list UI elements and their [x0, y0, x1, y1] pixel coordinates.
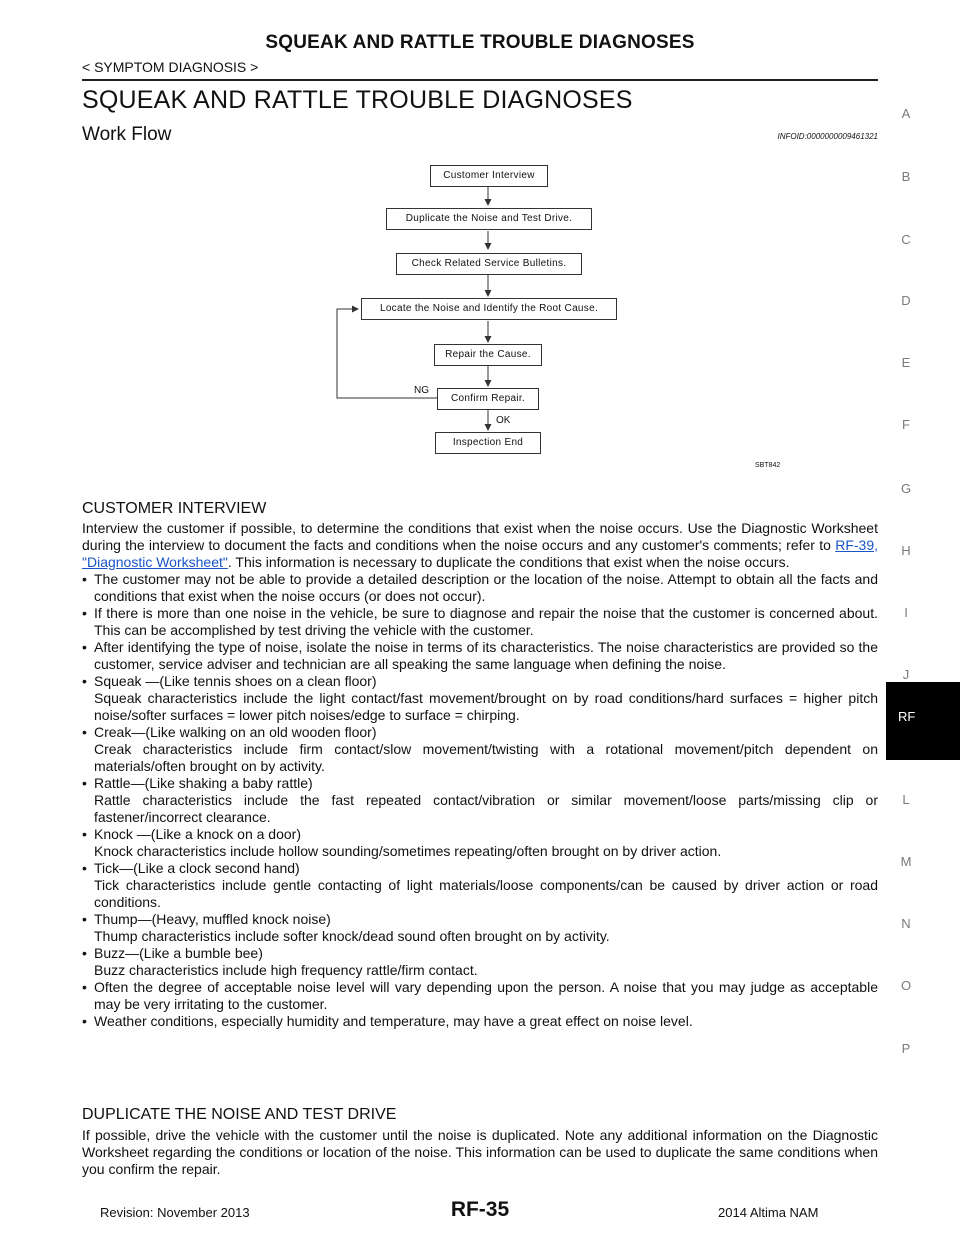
side-index-letter[interactable]: C — [901, 232, 911, 247]
customer-interview-intro — [82, 520, 878, 571]
list-item-text: Often the degree of acceptable noise level will vary depending upon the person. A noise that you may judge as acceptable may be very irritating to the customer. — [94, 979, 878, 1012]
list-item — [82, 945, 878, 979]
side-index-letter[interactable]: B — [901, 169, 911, 184]
side-index-letter[interactable]: J — [902, 667, 910, 682]
flow-step-confirm-repair: Confirm Repair. — [437, 388, 539, 410]
header-divider — [82, 79, 878, 81]
side-index-letter[interactable]: P — [901, 1041, 911, 1056]
figure-id: SBT842 — [755, 462, 781, 469]
flow-step-duplicate-noise: Duplicate the Noise and Test Drive. — [386, 208, 592, 230]
list-item — [82, 860, 878, 911]
work-flow-diagram — [300, 160, 800, 480]
list-item-detail: Buzz characteristics include high frequency rattle/firm contact. — [94, 962, 478, 978]
side-index-letter[interactable]: G — [900, 481, 912, 496]
duplicate-noise-text: If possible, drive the vehicle with the customer until the noise is duplicated. Note any additional information on the Diagnostic Worksheet regarding the conditions or location of the noise. This information can be used to duplicate the same conditions when you confirm the repair. — [82, 1127, 878, 1177]
bullet-icon: • — [82, 639, 87, 655]
list-item-text: The customer may not be able to provide a detailed description or the location of the noise. Attempt to obtain all the facts and conditions that exist when the noise occurs (or does not occur). — [94, 571, 878, 604]
list-item — [82, 571, 878, 605]
flow-step-repair-cause: Repair the Cause. — [434, 344, 542, 366]
bullet-icon: • — [82, 724, 87, 740]
list-item — [82, 826, 878, 860]
intro-text: Interview the customer if possible, to determine the conditions that exist when the noise occurs. Use the Diagnostic Worksheet during the interview to document the facts and conditions when the noise occurs and any customer's comments; refer to — [82, 520, 878, 553]
list-item — [82, 724, 878, 775]
list-item-text: Buzz—(Like a bumble bee) — [94, 945, 263, 961]
list-item — [82, 605, 878, 639]
side-index-letter[interactable]: E — [901, 355, 911, 370]
flow-ok-label: OK — [496, 415, 511, 426]
list-item-detail: Creak characteristics include firm contact/slow movement/twisting with a rotational movement/pitch dependent on materials/often brought on by activity. — [94, 741, 878, 774]
side-index-letter[interactable]: N — [901, 916, 911, 931]
list-item-detail: Thump characteristics include softer knock/dead sound often brought on by activity. — [94, 928, 610, 944]
list-item-detail: Knock characteristics include hollow sounding/sometimes repeating/often brought on by driver action. — [94, 843, 722, 859]
intro-text-end: . This information is necessary to duplicate the conditions that exist when the noise occurs. — [227, 554, 790, 570]
info-id: INFOID:0000000009461321 — [777, 132, 878, 141]
bullet-icon: • — [82, 673, 87, 689]
diagnostic-worksheet-link[interactable]: RF-39, "Diagnostic Worksheet" — [82, 537, 878, 570]
list-item-text: Creak—(Like walking on an old wooden floor) — [94, 724, 377, 740]
side-index-letter[interactable]: I — [904, 605, 908, 620]
list-item-text: Rattle—(Like shaking a baby rattle) — [94, 775, 313, 791]
flow-step-inspection-end: Inspection End — [435, 432, 541, 454]
footer-revision: Revision: November 2013 — [100, 1205, 250, 1220]
page-header-title: SQUEAK AND RATTLE TROUBLE DIAGNOSES — [265, 32, 695, 53]
side-index-letter[interactable]: M — [900, 854, 912, 869]
side-index-letter[interactable]: L — [902, 792, 910, 807]
list-item-text: Thump—(Heavy, muffled knock noise) — [94, 911, 331, 927]
list-item-detail: Rattle characteristics include the fast repeated contact/vibration or similar movement/loose parts/missing clip or fastener/incorrect clearance. — [94, 792, 878, 825]
bullet-icon: • — [82, 775, 87, 791]
duplicate-noise-body — [82, 1127, 878, 1178]
side-index-letter[interactable]: F — [902, 417, 910, 432]
footer-page-number: RF-35 — [450, 1198, 510, 1221]
list-item — [82, 979, 878, 1013]
list-item-text: Squeak —(Like tennis shoes on a clean floor) — [94, 673, 377, 689]
list-item — [82, 1013, 878, 1030]
side-index-letter[interactable]: D — [901, 293, 911, 308]
list-item-text: Knock —(Like a knock on a door) — [94, 826, 301, 842]
list-item-text: Weather conditions, especially humidity and temperature, may have a great effect on noise level. — [94, 1013, 693, 1029]
bullet-icon: • — [82, 826, 87, 842]
side-index-active-tab[interactable] — [886, 682, 960, 760]
list-item-text: After identifying the type of noise, isolate the noise in terms of its characteristics. The noise characteristics are provided so the customer, service adviser and technician are all speaking the same language when defining the noise. — [94, 639, 878, 672]
side-index-letter[interactable]: A — [901, 106, 911, 121]
side-index-letter[interactable]: H — [901, 543, 911, 558]
flow-step-locate-noise: Locate the Noise and Identify the Root Cause. — [361, 298, 617, 320]
footer-model: 2014 Altima NAM — [718, 1205, 819, 1220]
list-item — [82, 775, 878, 826]
side-index-letter[interactable]: O — [900, 978, 912, 993]
list-item-detail: Tick characteristics include gentle contacting of light materials/loose components/can be caused by driver action or road conditions. — [94, 877, 878, 910]
flow-ng-label: NG — [414, 385, 429, 396]
subsection-heading-duplicate-noise: DUPLICATE THE NOISE AND TEST DRIVE — [82, 1106, 397, 1123]
section-title: Work Flow — [82, 124, 172, 145]
breadcrumb: < SYMPTOM DIAGNOSIS > — [82, 59, 259, 75]
bullet-icon: • — [82, 605, 87, 621]
list-item-text: Tick—(Like a clock second hand) — [94, 860, 300, 876]
characteristics-list — [82, 571, 878, 1030]
customer-interview-body — [82, 520, 878, 1030]
list-item — [82, 639, 878, 673]
list-item — [82, 673, 878, 724]
bullet-icon: • — [82, 571, 87, 587]
flow-step-check-bulletins: Check Related Service Bulletins. — [396, 253, 582, 275]
bullet-icon: • — [82, 945, 87, 961]
list-item-detail: Squeak characteristics include the light contact/fast movement/brought on by road conditions/hard surfaces = higher pitch noise/softer surfaces = lower pitch noises/edge to surface = chirping. — [94, 690, 878, 723]
side-index-active-label: RF — [898, 709, 916, 724]
bullet-icon: • — [82, 1013, 87, 1029]
flow-step-customer-interview: Customer Interview — [430, 165, 548, 187]
subsection-heading-customer-interview: CUSTOMER INTERVIEW — [82, 500, 267, 517]
page-title: SQUEAK AND RATTLE TROUBLE DIAGNOSES — [82, 86, 633, 114]
list-item-text: If there is more than one noise in the vehicle, be sure to diagnose and repair the noise that the customer is concerned about. This can be accomplished by test driving the vehicle with the customer. — [94, 605, 878, 638]
bullet-icon: • — [82, 911, 87, 927]
bullet-icon: • — [82, 860, 87, 876]
bullet-icon: • — [82, 979, 87, 995]
side-index — [886, 0, 960, 1242]
list-item — [82, 911, 878, 945]
